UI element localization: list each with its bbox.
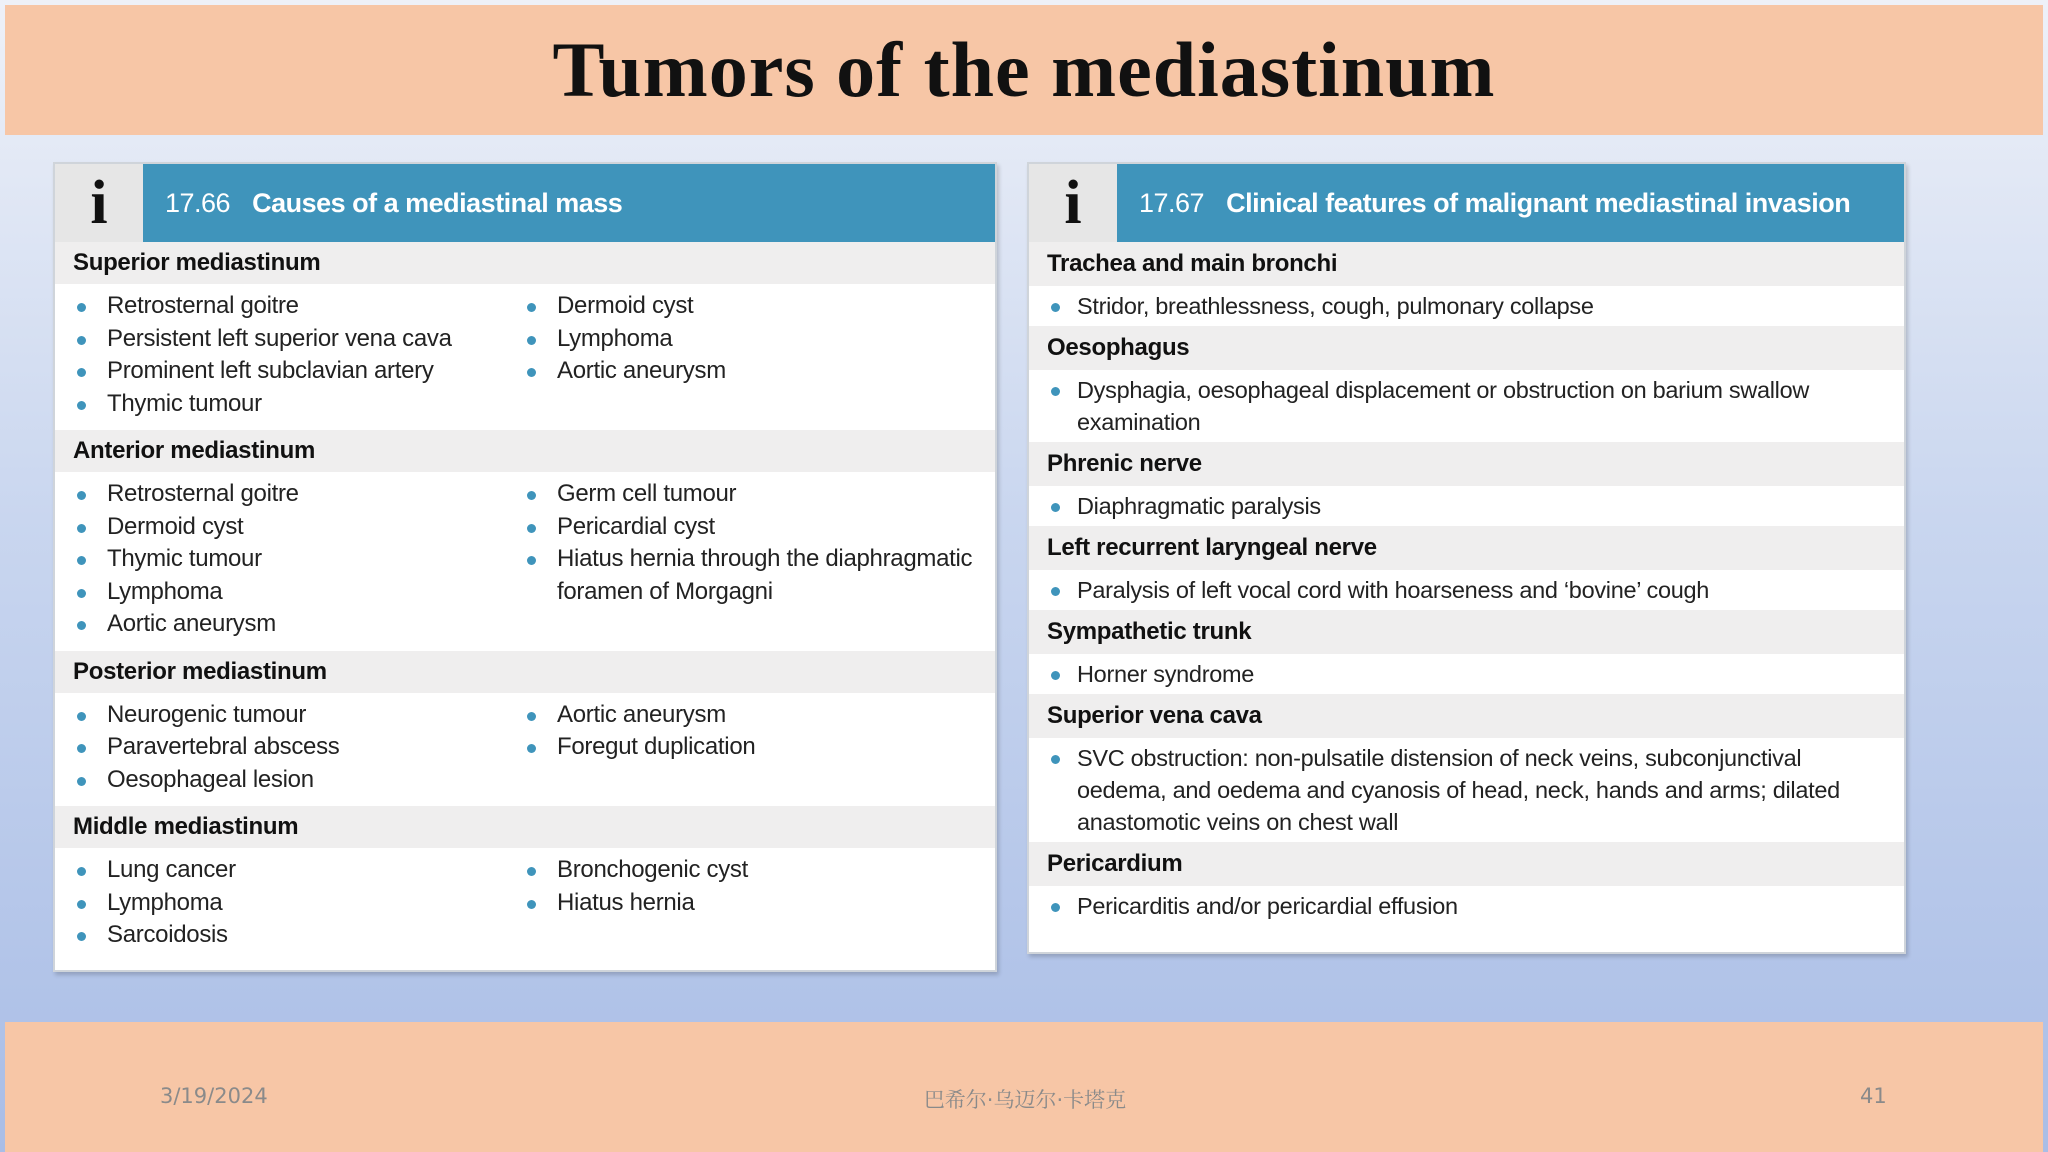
section-heading: Oesophagus bbox=[1029, 326, 1904, 370]
section-heading: Phrenic nerve bbox=[1029, 442, 1904, 486]
list-item: Bronchogenic cyst bbox=[525, 854, 995, 887]
list-item: Prominent left subclavian artery bbox=[55, 355, 525, 388]
list-item: Aortic aneurysm bbox=[525, 699, 995, 732]
list-item: Pericardial cyst bbox=[525, 511, 995, 544]
list-item: Diaphragmatic paralysis bbox=[1029, 490, 1904, 522]
section-heading: Anterior mediastinum bbox=[55, 430, 995, 472]
list-item: Hiatus hernia through the diaphragmatic foramen of Morgagni bbox=[525, 543, 995, 608]
header-bar bbox=[143, 164, 995, 242]
list-item: Stridor, breathlessness, cough, pulmonary collapse bbox=[1029, 290, 1904, 322]
section-heading: Left recurrent laryngeal nerve bbox=[1029, 526, 1904, 570]
box-title: Clinical features of malignant mediastinal invasion bbox=[1226, 187, 1851, 218]
section-svc bbox=[1029, 694, 1904, 842]
list-item: Aortic aneurysm bbox=[525, 355, 995, 388]
section-phrenic bbox=[1029, 442, 1904, 526]
section-sympathetic bbox=[1029, 610, 1904, 694]
page-number: 41 bbox=[1860, 1084, 1887, 1108]
section-posterior bbox=[55, 651, 995, 807]
list-item: Dermoid cyst bbox=[525, 290, 995, 323]
section-pericardium bbox=[1029, 842, 1904, 926]
list-item: Retrosternal goitre bbox=[55, 290, 525, 323]
list-item: Lymphoma bbox=[525, 323, 995, 356]
footer-author: 巴希尔·乌迈尔·卡塔克 bbox=[923, 1088, 1127, 1112]
section-heading: Posterior mediastinum bbox=[55, 651, 995, 693]
list-item: Hiatus hernia bbox=[525, 887, 995, 920]
section-heading: Trachea and main bronchi bbox=[1029, 242, 1904, 286]
invasion-panel bbox=[1027, 162, 1906, 954]
list-item: Lung cancer bbox=[55, 854, 525, 887]
list-item: Paravertebral abscess bbox=[55, 731, 525, 764]
list-item: Retrosternal goitre bbox=[55, 478, 525, 511]
section-heading: Superior vena cava bbox=[1029, 694, 1904, 738]
section-heading: Sympathetic trunk bbox=[1029, 610, 1904, 654]
box-number: 17.67 bbox=[1139, 187, 1205, 218]
panel-header bbox=[1029, 164, 1904, 242]
section-trachea bbox=[1029, 242, 1904, 326]
footer-bar bbox=[5, 1022, 2043, 1152]
list-item: Sarcoidosis bbox=[55, 919, 525, 952]
causes-panel bbox=[53, 162, 997, 972]
list-item: Thymic tumour bbox=[55, 388, 525, 421]
list-item: Thymic tumour bbox=[55, 543, 525, 576]
list-item: Lymphoma bbox=[55, 576, 525, 609]
section-oesophagus bbox=[1029, 326, 1904, 442]
list-item: Paralysis of left vocal cord with hoarseness and ‘bovine’ cough bbox=[1029, 574, 1904, 606]
slide-title: Tumors of the mediastinum bbox=[552, 26, 1496, 113]
list-item: Foregut duplication bbox=[525, 731, 995, 764]
section-middle bbox=[55, 806, 995, 962]
section-heading: Pericardium bbox=[1029, 842, 1904, 886]
section-heading: Superior mediastinum bbox=[55, 242, 995, 284]
box-number: 17.66 bbox=[165, 187, 231, 218]
footer-date: 3/19/2024 bbox=[160, 1084, 268, 1108]
list-item: Persistent left superior vena cava bbox=[55, 323, 525, 356]
list-item: Horner syndrome bbox=[1029, 658, 1904, 690]
section-anterior bbox=[55, 430, 995, 651]
info-icon: i bbox=[1029, 164, 1117, 242]
panel-header bbox=[55, 164, 995, 242]
list-item: SVC obstruction: non-pulsatile distension of neck veins, subconjunctival oedema, and oedema and cyanosis of head, neck, hands and arms; dilated anastomotic veins on chest wall bbox=[1029, 742, 1904, 838]
info-icon: i bbox=[55, 164, 143, 242]
section-laryngeal bbox=[1029, 526, 1904, 610]
list-item: Neurogenic tumour bbox=[55, 699, 525, 732]
title-bar bbox=[5, 5, 2043, 135]
header-bar bbox=[1117, 164, 1904, 242]
section-superior bbox=[55, 242, 995, 430]
box-title: Causes of a mediastinal mass bbox=[252, 187, 623, 218]
list-item: Aortic aneurysm bbox=[55, 608, 525, 641]
list-item: Dermoid cyst bbox=[55, 511, 525, 544]
list-item: Pericarditis and/or pericardial effusion bbox=[1029, 890, 1904, 922]
list-item: Dysphagia, oesophageal displacement or obstruction on barium swallow examination bbox=[1029, 374, 1904, 438]
list-item: Lymphoma bbox=[55, 887, 525, 920]
section-heading: Middle mediastinum bbox=[55, 806, 995, 848]
list-item: Germ cell tumour bbox=[525, 478, 995, 511]
list-item: Oesophageal lesion bbox=[55, 764, 525, 797]
